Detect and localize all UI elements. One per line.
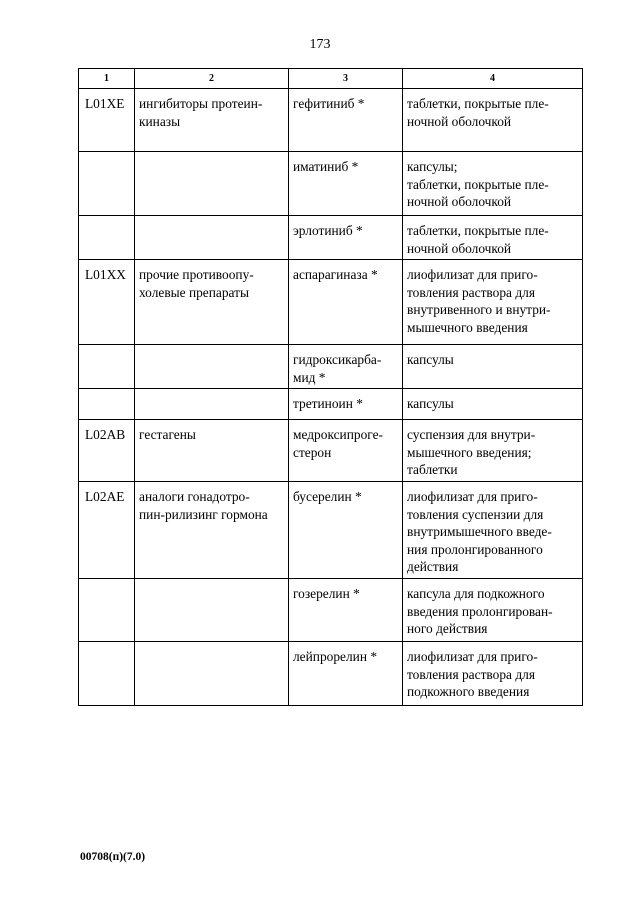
group-cell: [135, 579, 289, 642]
column-header-1: 1: [79, 69, 135, 89]
page-number: 173: [309, 37, 331, 52]
atc-code-cell: L01XE: [79, 89, 135, 152]
table-row: [79, 345, 583, 389]
group-cell: прочие противоопу- холевые препараты: [135, 260, 289, 345]
atc-code-cell: L01XX: [79, 260, 135, 345]
atc-code-cell: [79, 152, 135, 216]
atc-code-cell: [79, 642, 135, 706]
dosage-form-cell: лиофилизат для приго- товления раствора для подкожного введения: [403, 642, 583, 706]
column-header-3: 3: [289, 69, 403, 89]
atc-code-cell: L02AB: [79, 420, 135, 482]
drug-cell: аспарагиназа *: [289, 260, 403, 345]
group-cell: [135, 345, 289, 389]
dosage-form-cell: лиофилизат для приго- товления раствора для внутривенного и внутри- мышечного введения: [403, 260, 583, 345]
drug-cell: гозерелин *: [289, 579, 403, 642]
table-row: [79, 389, 583, 420]
dosage-form-cell: капсулы: [403, 389, 583, 420]
drug-cell: третиноин *: [289, 389, 403, 420]
column-header-2: 2: [135, 69, 289, 89]
dosage-form-cell: лиофилизат для приго- товления суспензии для внутримышечного введе- ния пролонгированного действия: [403, 482, 583, 579]
drug-cell: лейпрорелин *: [289, 642, 403, 706]
dosage-form-cell: капсулы; таблетки, покрытые пле- ночной оболочкой: [403, 152, 583, 216]
drug-cell: бусерелин *: [289, 482, 403, 579]
column-header-4: 4: [403, 69, 583, 89]
dosage-form-cell: капсулы: [403, 345, 583, 389]
group-cell: ингибиторы протеин- киназы: [135, 89, 289, 152]
group-cell: [135, 216, 289, 260]
drug-cell: иматиниб *: [289, 152, 403, 216]
dosage-form-cell: таблетки, покрытые пле- ночной оболочкой: [403, 216, 583, 260]
table-row: [79, 642, 583, 706]
table-row: [79, 216, 583, 260]
atc-code-cell: [79, 389, 135, 420]
table-row: [79, 579, 583, 642]
group-cell: [135, 152, 289, 216]
table-header-row: [79, 69, 583, 89]
atc-code-cell: [79, 216, 135, 260]
drug-cell: гидроксикарба- мид *: [289, 345, 403, 389]
document-code: 00708(п)(7.0): [80, 851, 146, 863]
table-row: [79, 152, 583, 216]
group-cell: [135, 389, 289, 420]
drug-cell: медроксипроге- стерон: [289, 420, 403, 482]
group-cell: аналоги гонадотро- пин-рилизинг гормона: [135, 482, 289, 579]
table-row: [79, 89, 583, 152]
table-row: [79, 482, 583, 579]
drug-cell: гефитиниб *: [289, 89, 403, 152]
atc-code-cell: [79, 579, 135, 642]
dosage-form-cell: таблетки, покрытые пле- ночной оболочкой: [403, 89, 583, 152]
dosage-form-cell: капсула для подкожного введения пролонгирован- ного действия: [403, 579, 583, 642]
group-cell: гестагены: [135, 420, 289, 482]
drug-table: [78, 68, 583, 706]
group-cell: [135, 642, 289, 706]
dosage-form-cell: суспензия для внутри- мышечного введения; таблетки: [403, 420, 583, 482]
table-row: [79, 420, 583, 482]
drug-cell: эрлотиниб *: [289, 216, 403, 260]
atc-code-cell: [79, 345, 135, 389]
table-row: [79, 260, 583, 345]
atc-code-cell: L02AE: [79, 482, 135, 579]
